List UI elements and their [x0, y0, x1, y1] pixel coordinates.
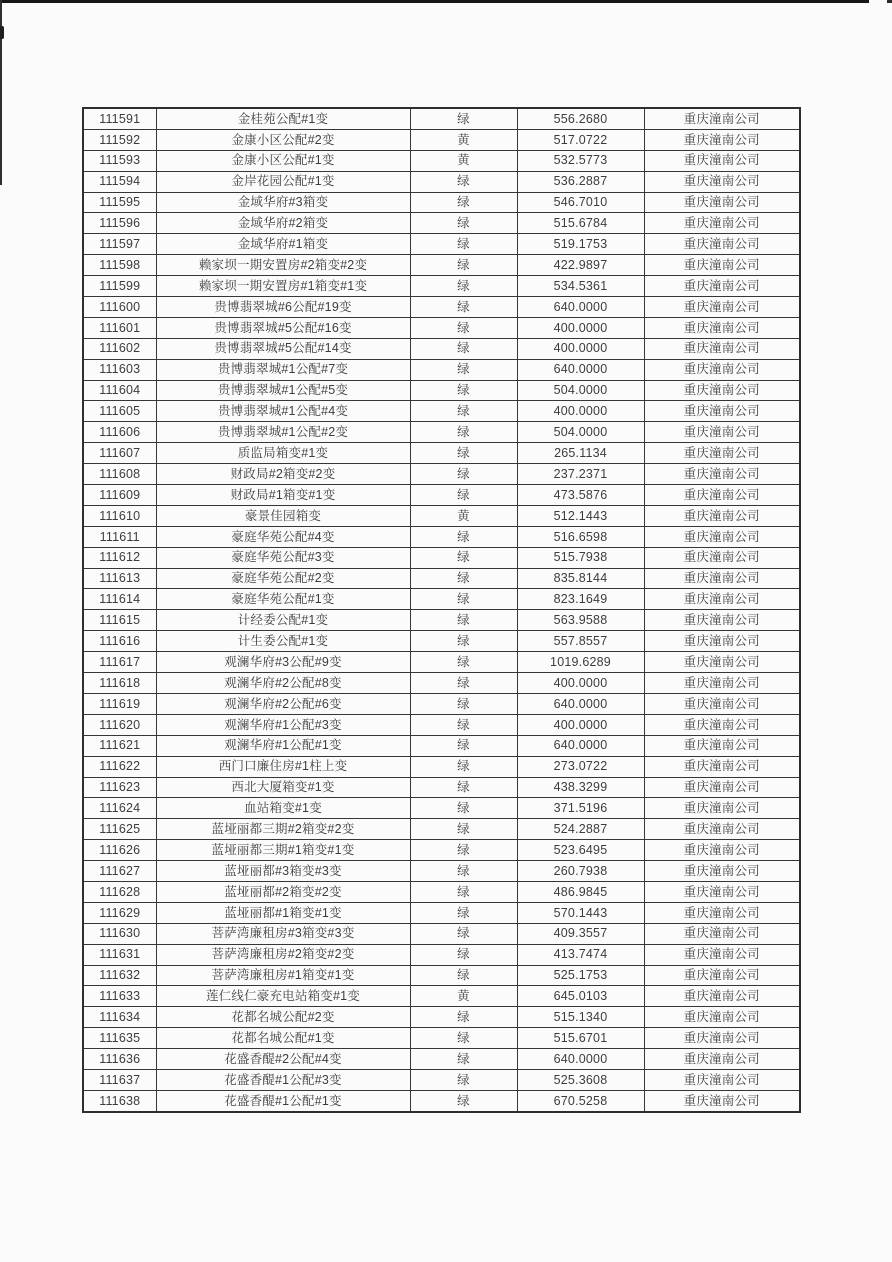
row-id-cell: 111627 — [83, 861, 156, 882]
row-value-cell: 504.0000 — [517, 422, 644, 443]
row-company-cell: 重庆潼南公司 — [644, 631, 800, 652]
row-status-cell: 绿 — [410, 422, 517, 443]
row-status-cell: 绿 — [410, 714, 517, 735]
row-value-cell: 400.0000 — [517, 338, 644, 359]
row-value-cell: 534.5361 — [517, 276, 644, 297]
row-status-cell: 绿 — [410, 380, 517, 401]
table-row — [83, 234, 800, 255]
row-value-cell: 640.0000 — [517, 1049, 644, 1070]
table-row — [83, 1049, 800, 1070]
row-name-cell: 菩萨湾廉租房#3箱变#3变 — [156, 923, 410, 944]
table-row — [83, 1090, 800, 1111]
row-name-cell: 菩萨湾廉租房#2箱变#2变 — [156, 944, 410, 965]
row-id-cell: 111612 — [83, 547, 156, 568]
row-company-cell: 重庆潼南公司 — [644, 213, 800, 234]
row-company-cell: 重庆潼南公司 — [644, 401, 800, 422]
row-value-cell: 237.2371 — [517, 464, 644, 485]
row-status-cell: 绿 — [410, 881, 517, 902]
scan-edge-corner — [887, 0, 892, 3]
row-status-cell: 绿 — [410, 923, 517, 944]
row-company-cell: 重庆潼南公司 — [644, 1069, 800, 1090]
table-row — [83, 798, 800, 819]
row-id-cell: 111601 — [83, 317, 156, 338]
table-row — [83, 819, 800, 840]
row-status-cell: 绿 — [410, 1028, 517, 1049]
row-value-cell: 438.3299 — [517, 777, 644, 798]
row-name-cell: 观澜华府#2公配#8变 — [156, 673, 410, 694]
table-row — [83, 944, 800, 965]
row-value-cell: 524.2887 — [517, 819, 644, 840]
table-row — [83, 505, 800, 526]
row-company-cell: 重庆潼南公司 — [644, 986, 800, 1007]
row-status-cell: 绿 — [410, 443, 517, 464]
row-name-cell: 豪庭华苑公配#3变 — [156, 547, 410, 568]
table-row — [83, 422, 800, 443]
row-name-cell: 蓝垭丽都#1箱变#1变 — [156, 902, 410, 923]
row-status-cell: 黄 — [410, 505, 517, 526]
row-value-cell: 670.5258 — [517, 1090, 644, 1111]
table-row — [83, 652, 800, 673]
row-value-cell: 640.0000 — [517, 693, 644, 714]
row-company-cell: 重庆潼南公司 — [644, 861, 800, 882]
row-name-cell: 贵博翡翠城#1公配#7变 — [156, 359, 410, 380]
row-status-cell: 绿 — [410, 652, 517, 673]
row-status-cell: 绿 — [410, 234, 517, 255]
row-id-cell: 111608 — [83, 464, 156, 485]
row-status-cell: 绿 — [410, 526, 517, 547]
row-value-cell: 519.1753 — [517, 234, 644, 255]
row-name-cell: 豪庭华苑公配#4变 — [156, 526, 410, 547]
row-company-cell: 重庆潼南公司 — [644, 777, 800, 798]
table-row — [83, 401, 800, 422]
table-row — [83, 213, 800, 234]
row-name-cell: 贵博翡翠城#5公配#14变 — [156, 338, 410, 359]
row-name-cell: 金岸花园公配#1变 — [156, 171, 410, 192]
table-row — [83, 881, 800, 902]
row-id-cell: 111626 — [83, 840, 156, 861]
row-status-cell: 绿 — [410, 485, 517, 506]
row-status-cell: 绿 — [410, 255, 517, 276]
row-id-cell: 111609 — [83, 485, 156, 506]
row-id-cell: 111596 — [83, 213, 156, 234]
scan-blob — [0, 26, 4, 39]
row-company-cell: 重庆潼南公司 — [644, 965, 800, 986]
row-id-cell: 111619 — [83, 693, 156, 714]
row-company-cell: 重庆潼南公司 — [644, 171, 800, 192]
row-name-cell: 金域华府#1箱变 — [156, 234, 410, 255]
row-name-cell: 豪景佳园箱变 — [156, 505, 410, 526]
row-company-cell: 重庆潼南公司 — [644, 944, 800, 965]
row-company-cell: 重庆潼南公司 — [644, 422, 800, 443]
row-id-cell: 111634 — [83, 1007, 156, 1028]
table-row — [83, 1028, 800, 1049]
row-name-cell: 花都名城公配#1变 — [156, 1028, 410, 1049]
row-value-cell: 523.6495 — [517, 840, 644, 861]
row-id-cell: 111592 — [83, 129, 156, 150]
row-id-cell: 111620 — [83, 714, 156, 735]
row-name-cell: 观澜华府#1公配#3变 — [156, 714, 410, 735]
row-id-cell: 111633 — [83, 986, 156, 1007]
row-company-cell: 重庆潼南公司 — [644, 568, 800, 589]
row-name-cell: 贵博翡翠城#1公配#5变 — [156, 380, 410, 401]
table-row — [83, 777, 800, 798]
row-id-cell: 111602 — [83, 338, 156, 359]
row-name-cell: 蓝垭丽都三期#1箱变#1变 — [156, 840, 410, 861]
row-name-cell: 花盛香醍#2公配#4变 — [156, 1049, 410, 1070]
table-row — [83, 443, 800, 464]
row-value-cell: 512.1443 — [517, 505, 644, 526]
table-row — [83, 714, 800, 735]
row-status-cell: 绿 — [410, 401, 517, 422]
row-name-cell: 贵博翡翠城#6公配#19变 — [156, 297, 410, 318]
row-id-cell: 111603 — [83, 359, 156, 380]
row-company-cell: 重庆潼南公司 — [644, 714, 800, 735]
row-name-cell: 豪庭华苑公配#2变 — [156, 568, 410, 589]
table-row — [83, 464, 800, 485]
row-id-cell: 111607 — [83, 443, 156, 464]
table-row — [83, 631, 800, 652]
row-value-cell: 556.2680 — [517, 108, 644, 129]
row-value-cell: 515.6701 — [517, 1028, 644, 1049]
row-name-cell: 金域华府#3箱变 — [156, 192, 410, 213]
row-id-cell: 111604 — [83, 380, 156, 401]
row-status-cell: 绿 — [410, 965, 517, 986]
row-value-cell: 409.3557 — [517, 923, 644, 944]
row-value-cell: 640.0000 — [517, 735, 644, 756]
row-value-cell: 1019.6289 — [517, 652, 644, 673]
row-id-cell: 111617 — [83, 652, 156, 673]
row-name-cell: 赖家坝一期安置房#1箱变#1变 — [156, 276, 410, 297]
row-id-cell: 111595 — [83, 192, 156, 213]
row-company-cell: 重庆潼南公司 — [644, 255, 800, 276]
row-status-cell: 绿 — [410, 568, 517, 589]
table-row — [83, 965, 800, 986]
row-company-cell: 重庆潼南公司 — [644, 756, 800, 777]
row-value-cell: 563.9588 — [517, 610, 644, 631]
row-id-cell: 111614 — [83, 589, 156, 610]
row-id-cell: 111591 — [83, 108, 156, 129]
row-value-cell: 400.0000 — [517, 673, 644, 694]
table-row — [83, 171, 800, 192]
row-name-cell: 计生委公配#1变 — [156, 631, 410, 652]
row-id-cell: 111637 — [83, 1069, 156, 1090]
row-value-cell: 504.0000 — [517, 380, 644, 401]
row-status-cell: 绿 — [410, 213, 517, 234]
row-status-cell: 绿 — [410, 902, 517, 923]
row-name-cell: 金康小区公配#1变 — [156, 150, 410, 171]
row-company-cell: 重庆潼南公司 — [644, 902, 800, 923]
row-company-cell: 重庆潼南公司 — [644, 297, 800, 318]
row-id-cell: 111630 — [83, 923, 156, 944]
row-id-cell: 111638 — [83, 1090, 156, 1111]
row-status-cell: 绿 — [410, 756, 517, 777]
table-row — [83, 986, 800, 1007]
row-name-cell: 豪庭华苑公配#1变 — [156, 589, 410, 610]
row-company-cell: 重庆潼南公司 — [644, 129, 800, 150]
row-id-cell: 111636 — [83, 1049, 156, 1070]
row-id-cell: 111597 — [83, 234, 156, 255]
row-company-cell: 重庆潼南公司 — [644, 1028, 800, 1049]
row-name-cell: 观澜华府#2公配#6变 — [156, 693, 410, 714]
row-status-cell: 绿 — [410, 359, 517, 380]
table-row — [83, 526, 800, 547]
row-id-cell: 111631 — [83, 944, 156, 965]
table-row — [83, 902, 800, 923]
row-name-cell: 菩萨湾廉租房#1箱变#1变 — [156, 965, 410, 986]
row-name-cell: 蓝垭丽都#2箱变#2变 — [156, 881, 410, 902]
row-status-cell: 绿 — [410, 1090, 517, 1111]
row-value-cell: 422.9897 — [517, 255, 644, 276]
row-name-cell: 观澜华府#3公配#9变 — [156, 652, 410, 673]
table-row — [83, 276, 800, 297]
row-value-cell: 265.1134 — [517, 443, 644, 464]
row-company-cell: 重庆潼南公司 — [644, 735, 800, 756]
row-value-cell: 536.2887 — [517, 171, 644, 192]
row-id-cell: 111632 — [83, 965, 156, 986]
row-value-cell: 525.1753 — [517, 965, 644, 986]
table-row — [83, 589, 800, 610]
row-company-cell: 重庆潼南公司 — [644, 317, 800, 338]
row-company-cell: 重庆潼南公司 — [644, 276, 800, 297]
row-status-cell: 黄 — [410, 129, 517, 150]
row-company-cell: 重庆潼南公司 — [644, 485, 800, 506]
row-status-cell: 绿 — [410, 1049, 517, 1070]
row-company-cell: 重庆潼南公司 — [644, 881, 800, 902]
row-company-cell: 重庆潼南公司 — [644, 359, 800, 380]
row-company-cell: 重庆潼南公司 — [644, 338, 800, 359]
row-value-cell: 413.7474 — [517, 944, 644, 965]
row-name-cell: 计经委公配#1变 — [156, 610, 410, 631]
row-status-cell: 绿 — [410, 1069, 517, 1090]
row-id-cell: 111622 — [83, 756, 156, 777]
row-company-cell: 重庆潼南公司 — [644, 652, 800, 673]
row-id-cell: 111623 — [83, 777, 156, 798]
table-row — [83, 150, 800, 171]
row-status-cell: 绿 — [410, 861, 517, 882]
row-status-cell: 绿 — [410, 944, 517, 965]
row-name-cell: 贵博翡翠城#1公配#2变 — [156, 422, 410, 443]
row-name-cell: 花盛香醍#1公配#3变 — [156, 1069, 410, 1090]
scan-edge-top — [0, 0, 869, 3]
row-value-cell: 645.0103 — [517, 986, 644, 1007]
row-name-cell: 西北大厦箱变#1变 — [156, 777, 410, 798]
table-row — [83, 297, 800, 318]
row-status-cell: 绿 — [410, 631, 517, 652]
table-row — [83, 568, 800, 589]
row-value-cell: 517.0722 — [517, 129, 644, 150]
row-value-cell: 516.6598 — [517, 526, 644, 547]
row-status-cell: 绿 — [410, 338, 517, 359]
row-value-cell: 473.5876 — [517, 485, 644, 506]
row-name-cell: 蓝垭丽都三期#2箱变#2变 — [156, 819, 410, 840]
row-id-cell: 111610 — [83, 505, 156, 526]
row-value-cell: 260.7938 — [517, 861, 644, 882]
row-status-cell: 绿 — [410, 171, 517, 192]
table-row — [83, 610, 800, 631]
row-company-cell: 重庆潼南公司 — [644, 150, 800, 171]
table-row — [83, 338, 800, 359]
row-status-cell: 绿 — [410, 610, 517, 631]
row-status-cell: 绿 — [410, 317, 517, 338]
row-company-cell: 重庆潼南公司 — [644, 610, 800, 631]
row-name-cell: 贵博翡翠城#5公配#16变 — [156, 317, 410, 338]
table-row — [83, 108, 800, 129]
row-status-cell: 绿 — [410, 693, 517, 714]
row-name-cell: 质监局箱变#1变 — [156, 443, 410, 464]
row-id-cell: 111628 — [83, 881, 156, 902]
row-name-cell: 观澜华府#1公配#1变 — [156, 735, 410, 756]
row-name-cell: 财政局#2箱变#2变 — [156, 464, 410, 485]
row-id-cell: 111635 — [83, 1028, 156, 1049]
row-id-cell: 111621 — [83, 735, 156, 756]
row-name-cell: 贵博翡翠城#1公配#4变 — [156, 401, 410, 422]
row-id-cell: 111616 — [83, 631, 156, 652]
row-name-cell: 财政局#1箱变#1变 — [156, 485, 410, 506]
row-name-cell: 血站箱变#1变 — [156, 798, 410, 819]
row-id-cell: 111593 — [83, 150, 156, 171]
row-status-cell: 绿 — [410, 777, 517, 798]
row-value-cell: 557.8557 — [517, 631, 644, 652]
row-status-cell: 绿 — [410, 1007, 517, 1028]
row-id-cell: 111594 — [83, 171, 156, 192]
row-company-cell: 重庆潼南公司 — [644, 923, 800, 944]
row-company-cell: 重庆潼南公司 — [644, 464, 800, 485]
row-id-cell: 111605 — [83, 401, 156, 422]
row-id-cell: 111615 — [83, 610, 156, 631]
row-name-cell: 莲仁线仁豪充电站箱变#1变 — [156, 986, 410, 1007]
row-id-cell: 111613 — [83, 568, 156, 589]
row-company-cell: 重庆潼南公司 — [644, 108, 800, 129]
row-id-cell: 111599 — [83, 276, 156, 297]
row-value-cell: 532.5773 — [517, 150, 644, 171]
row-name-cell: 花盛香醍#1公配#1变 — [156, 1090, 410, 1111]
row-company-cell: 重庆潼南公司 — [644, 547, 800, 568]
table-row — [83, 192, 800, 213]
row-status-cell: 绿 — [410, 589, 517, 610]
row-name-cell: 赖家坝一期安置房#2箱变#2变 — [156, 255, 410, 276]
table-row — [83, 923, 800, 944]
row-value-cell: 400.0000 — [517, 317, 644, 338]
row-value-cell: 400.0000 — [517, 714, 644, 735]
row-id-cell: 111624 — [83, 798, 156, 819]
row-value-cell: 273.0722 — [517, 756, 644, 777]
row-id-cell: 111606 — [83, 422, 156, 443]
row-id-cell: 111598 — [83, 255, 156, 276]
row-value-cell: 525.3608 — [517, 1069, 644, 1090]
row-status-cell: 绿 — [410, 108, 517, 129]
row-value-cell: 546.7010 — [517, 192, 644, 213]
row-company-cell: 重庆潼南公司 — [644, 819, 800, 840]
table-row — [83, 255, 800, 276]
table-row — [83, 756, 800, 777]
row-company-cell: 重庆潼南公司 — [644, 1090, 800, 1111]
table-body — [83, 108, 800, 1112]
table-row — [83, 547, 800, 568]
row-company-cell: 重庆潼南公司 — [644, 1007, 800, 1028]
table-row — [83, 380, 800, 401]
row-value-cell: 640.0000 — [517, 359, 644, 380]
row-company-cell: 重庆潼南公司 — [644, 840, 800, 861]
row-status-cell: 绿 — [410, 547, 517, 568]
row-value-cell: 515.1340 — [517, 1007, 644, 1028]
transformer-load-table — [82, 107, 801, 1113]
row-id-cell: 111618 — [83, 673, 156, 694]
row-company-cell: 重庆潼南公司 — [644, 380, 800, 401]
row-company-cell: 重庆潼南公司 — [644, 1049, 800, 1070]
row-status-cell: 绿 — [410, 673, 517, 694]
row-status-cell: 绿 — [410, 798, 517, 819]
row-name-cell: 金桂苑公配#1变 — [156, 108, 410, 129]
row-company-cell: 重庆潼南公司 — [644, 798, 800, 819]
table-row — [83, 317, 800, 338]
row-id-cell: 111629 — [83, 902, 156, 923]
table-row — [83, 1069, 800, 1090]
table-row — [83, 1007, 800, 1028]
row-company-cell: 重庆潼南公司 — [644, 234, 800, 255]
table-row — [83, 735, 800, 756]
row-value-cell: 515.7938 — [517, 547, 644, 568]
row-status-cell: 绿 — [410, 819, 517, 840]
row-name-cell: 蓝垭丽都#3箱变#3变 — [156, 861, 410, 882]
row-value-cell: 570.1443 — [517, 902, 644, 923]
table-row — [83, 861, 800, 882]
row-name-cell: 金康小区公配#2变 — [156, 129, 410, 150]
row-name-cell: 西门口廉住房#1柱上变 — [156, 756, 410, 777]
row-company-cell: 重庆潼南公司 — [644, 589, 800, 610]
row-company-cell: 重庆潼南公司 — [644, 673, 800, 694]
row-status-cell: 绿 — [410, 464, 517, 485]
row-status-cell: 绿 — [410, 276, 517, 297]
row-company-cell: 重庆潼南公司 — [644, 443, 800, 464]
table-row — [83, 840, 800, 861]
table-row — [83, 359, 800, 380]
row-value-cell: 371.5196 — [517, 798, 644, 819]
row-value-cell: 835.8144 — [517, 568, 644, 589]
row-value-cell: 515.6784 — [517, 213, 644, 234]
row-status-cell: 黄 — [410, 986, 517, 1007]
row-status-cell: 黄 — [410, 150, 517, 171]
row-value-cell: 486.9845 — [517, 881, 644, 902]
row-value-cell: 400.0000 — [517, 401, 644, 422]
row-company-cell: 重庆潼南公司 — [644, 505, 800, 526]
row-value-cell: 640.0000 — [517, 297, 644, 318]
row-status-cell: 绿 — [410, 297, 517, 318]
row-value-cell: 823.1649 — [517, 589, 644, 610]
table-row — [83, 129, 800, 150]
table-row — [83, 485, 800, 506]
row-company-cell: 重庆潼南公司 — [644, 526, 800, 547]
row-name-cell: 金域华府#2箱变 — [156, 213, 410, 234]
row-id-cell: 111600 — [83, 297, 156, 318]
row-id-cell: 111625 — [83, 819, 156, 840]
row-name-cell: 花都名城公配#2变 — [156, 1007, 410, 1028]
table-row — [83, 693, 800, 714]
row-id-cell: 111611 — [83, 526, 156, 547]
row-status-cell: 绿 — [410, 840, 517, 861]
row-status-cell: 绿 — [410, 735, 517, 756]
row-company-cell: 重庆潼南公司 — [644, 192, 800, 213]
row-status-cell: 绿 — [410, 192, 517, 213]
table-row — [83, 673, 800, 694]
row-company-cell: 重庆潼南公司 — [644, 693, 800, 714]
